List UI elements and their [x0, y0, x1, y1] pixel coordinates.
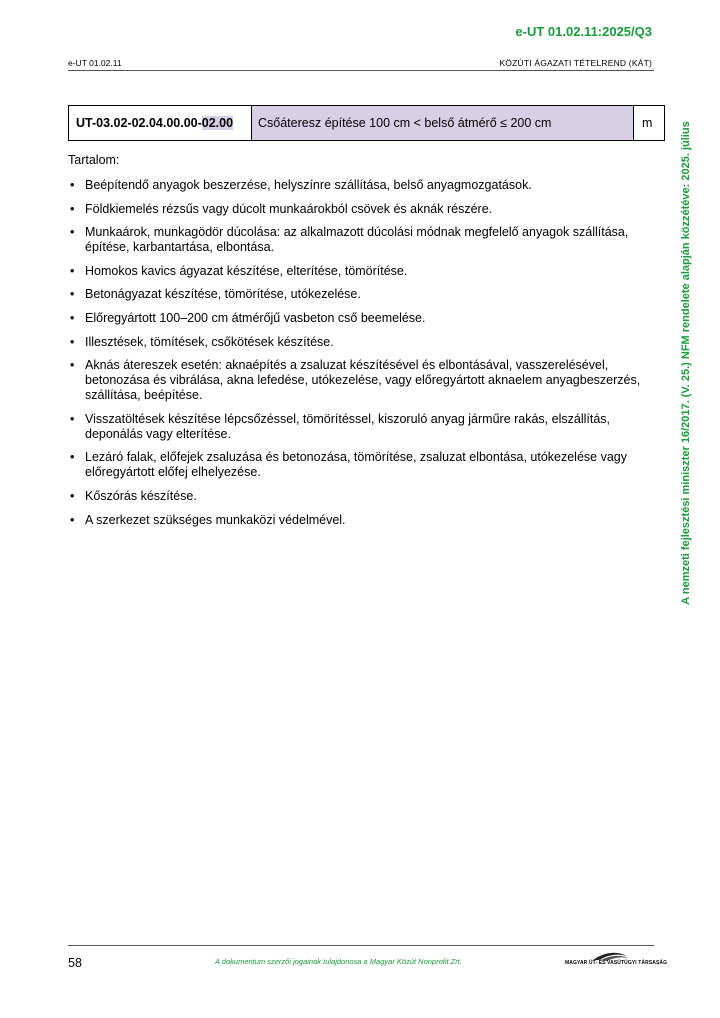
- bullet-dot-icon: •: [70, 450, 75, 465]
- bullet-text: Földkiemelés rézsűs vagy dúcolt munkaárokból csövek és aknák részére.: [85, 201, 493, 216]
- bullet-dot-icon: •: [70, 225, 75, 240]
- item-code-prefix: UT-03.02-02.04.00.00-: [76, 116, 202, 130]
- content-bullet-item: [68, 287, 658, 302]
- content-bullet-item: [68, 489, 658, 504]
- copyright-notice: A dokumentum szerzői jogainak tulajdonosa a Magyar Közút Nonprofit Zrt.: [215, 957, 462, 966]
- publication-note-text: A nemzeti fejlesztési miniszter 16/2017. (V. 25.) NFM rendelete alapján közzétéve: 2025. július: [680, 120, 692, 605]
- header-left-code: e-UT 01.02.11: [68, 58, 122, 68]
- bullet-dot-icon: •: [70, 263, 75, 278]
- content-bullet-item: [68, 311, 658, 326]
- bullet-text: Munkaárok, munkagödör dúcolása: az alkalmazott dúcolási módnak megfelelő anyagok szállítása, építése, karbantartása, elbontása.: [85, 225, 629, 255]
- bullet-text: Betonágyazat készítése, tömörítése, utókezelése.: [85, 287, 361, 302]
- bullet-text: A szerkezet szükséges munkaközi védelmével.: [85, 512, 346, 527]
- bullet-dot-icon: •: [70, 310, 75, 325]
- bullet-text: Visszatöltések készítése lépcsőzéssel, tömörítéssel, kiszoruló anyag járműre rakás, elszállítás, deponálás vagy elterítése.: [85, 411, 610, 441]
- item-code-table: [68, 105, 665, 141]
- content-title: Tartalom:: [68, 153, 120, 167]
- bullet-dot-icon: •: [70, 334, 75, 349]
- content-bullet-item: [68, 264, 658, 279]
- content-bullet-item: [68, 202, 658, 217]
- document-code: e-UT 01.02.11:2025/Q3: [515, 24, 652, 39]
- bullet-dot-icon: •: [70, 512, 75, 527]
- content-bullet-item: [68, 335, 658, 350]
- publication-note: [675, 95, 697, 630]
- page-number: 58: [68, 956, 82, 970]
- organization-logo: [565, 948, 655, 970]
- bullet-text: Homokos kavics ágyazat készítése, elterítése, tömörítése.: [85, 263, 408, 278]
- content-bullet-item: [68, 450, 658, 480]
- bullet-text: Előregyártott 100–200 cm átmérőjű vasbeton cső beemelése.: [85, 310, 426, 325]
- footer-divider: [68, 945, 654, 946]
- content-bullet-item: [68, 358, 658, 403]
- content-bullet-item: [68, 225, 658, 255]
- bullet-text: Illesztések, tömítések, csőkötések készítése.: [85, 334, 334, 349]
- bullet-dot-icon: •: [70, 178, 75, 192]
- content-bullet-item: [68, 412, 658, 442]
- bullet-dot-icon: •: [70, 287, 75, 302]
- header-right-title: KÖZÚTI ÁGAZATI TÉTELREND (KÁT): [499, 58, 652, 68]
- item-unit: m: [642, 116, 653, 130]
- item-code-suffix: 02.00: [201, 116, 234, 130]
- item-code-cell: [69, 106, 252, 140]
- item-description: Csőáteresz építése 100 cm < belső átmérő ≤ 200 cm: [252, 106, 634, 140]
- bullet-dot-icon: •: [70, 411, 75, 426]
- header-divider: [68, 70, 654, 71]
- organization-logo-text: MAGYAR ÚT- ÉS VASÚTÜGYI TÁRSASÁG: [565, 960, 668, 966]
- bullet-dot-icon: •: [70, 488, 75, 503]
- bullet-dot-icon: •: [70, 358, 75, 373]
- bullet-dot-icon: •: [70, 201, 75, 216]
- bullet-text: Aknás átereszek esetén: aknaépítés a zsaluzat készítésével és elbontásával, vasszerelésével, betonozása és vibrálása, akna lefedése, utókezelése, vagy előregyártott aknaelem anyagbeszerzés, szállítása, beépítése.: [85, 358, 641, 403]
- bullet-text: Lezáró falak, előfejek zsaluzása és betonozása, tömörítése, zsaluzat elbontása, utókezelése vagy előregyártott előfej elhelyezése.: [85, 450, 627, 480]
- content-bullet-list: [68, 178, 658, 536]
- content-bullet-item: [68, 513, 658, 528]
- bullet-text: Beépítendő anyagok beszerzése, helyszínre szállítása, belső anyagmozgatások.: [85, 178, 532, 192]
- content-bullet-item: [68, 178, 658, 193]
- bullet-text: Kőszórás készítése.: [85, 488, 197, 503]
